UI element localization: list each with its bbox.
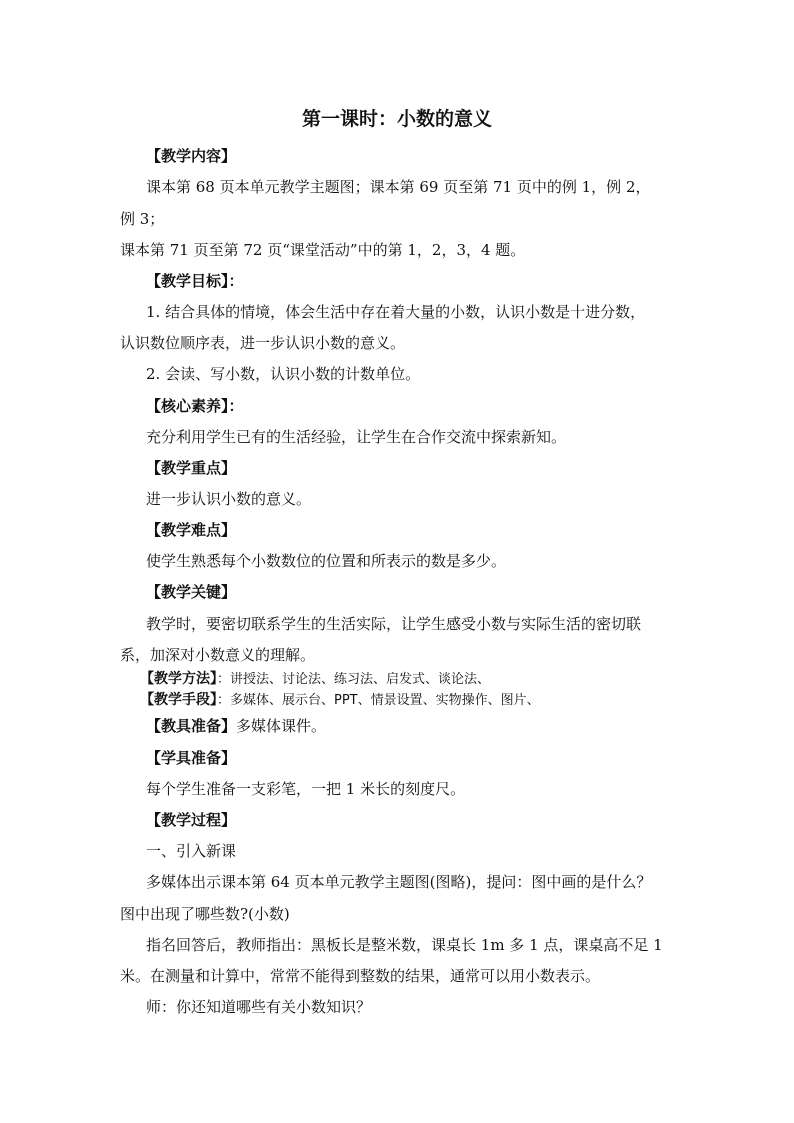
literacy-text: 充分利用学生已有的生活经验，让学生在合作交流中探索新知。 (146, 428, 567, 446)
content-line-2: 例 3； (120, 210, 165, 228)
process-p2-line-1: 指名回答后，教师指出：黑板长是整米数，课桌长 1m 多 1 点，课桌高不足 1 (146, 936, 663, 954)
crux-line-1: 教学时，要密切联系学生的生活实际，让学生感受小数与实际生活的密切联 (146, 615, 642, 633)
difficulty-text: 使学生熟悉每个小数数位的位置和所表示的数是多少。 (146, 552, 507, 570)
methods-heading: 【教学方法】 (140, 671, 217, 687)
means-text: ：多媒体、展示台、PPT、情景设置、实物操作、图片、 (217, 693, 540, 708)
goal-2: 2. 会读、写小数，认识小数的计数单位。 (146, 365, 421, 383)
crux-heading: 【教学关键】 (146, 583, 237, 601)
content-line-3: 课本第 71 页至第 72 页“课堂活动”中的第 1，2，3，4 题。 (120, 241, 526, 259)
tools-line (146, 716, 326, 736)
goal-1-line-1: 1. 结合具体的情境，体会生活中存在着大量的小数，认识小数是十进分数， (146, 303, 646, 321)
methods-line (140, 670, 490, 689)
process-p3: 师：你还知道哪些有关小数知识？ (146, 998, 372, 1016)
process-p1-line-1: 多媒体出示课本第 64 页本单元教学主题图(图略)，提问：图中画的是什么？ (146, 873, 652, 891)
process-p2-line-2: 米。在测量和计算中，常常不能得到整数的结果，通常可以用小数表示。 (120, 967, 601, 985)
student-heading: 【学具准备】 (146, 749, 237, 767)
page-title: 第一课时：小数的意义 (301, 108, 492, 130)
literacy-heading: 【核心素养】： (146, 397, 244, 415)
goal-1-line-2: 认识数位顺序表，进一步认识小数的意义。 (120, 334, 406, 352)
methods-text: ：讲授法、讨论法、练习法、启发式、谈论法、 (217, 672, 491, 687)
difficulty-heading: 【教学难点】 (146, 521, 237, 539)
content-heading: 【教学内容】 (146, 147, 237, 165)
student-text: 每个学生准备一支彩笔，一把 1 米长的刻度尺。 (146, 780, 466, 798)
goals-heading: 【教学目标】： (146, 272, 244, 290)
process-p1-line-2: 图中出现了哪些数?(小数) (120, 905, 290, 923)
tools-heading: 【教具准备】 (146, 717, 237, 735)
means-heading: 【教学手段】 (140, 692, 217, 708)
process-heading: 【教学过程】 (146, 811, 237, 829)
crux-line-2: 系，加深对小数意义的理解。 (120, 646, 316, 664)
key-heading: 【教学重点】 (146, 459, 237, 477)
key-text: 进一步认识小数的意义。 (146, 490, 312, 508)
means-line (140, 691, 540, 710)
process-subheading-1: 一、引入新课 (146, 842, 237, 860)
content-line-1: 课本第 68 页本单元教学主题图；课本第 69 页至第 71 页中的例 1，例 2， (146, 178, 651, 196)
tools-text: 多媒体课件。 (236, 717, 327, 735)
